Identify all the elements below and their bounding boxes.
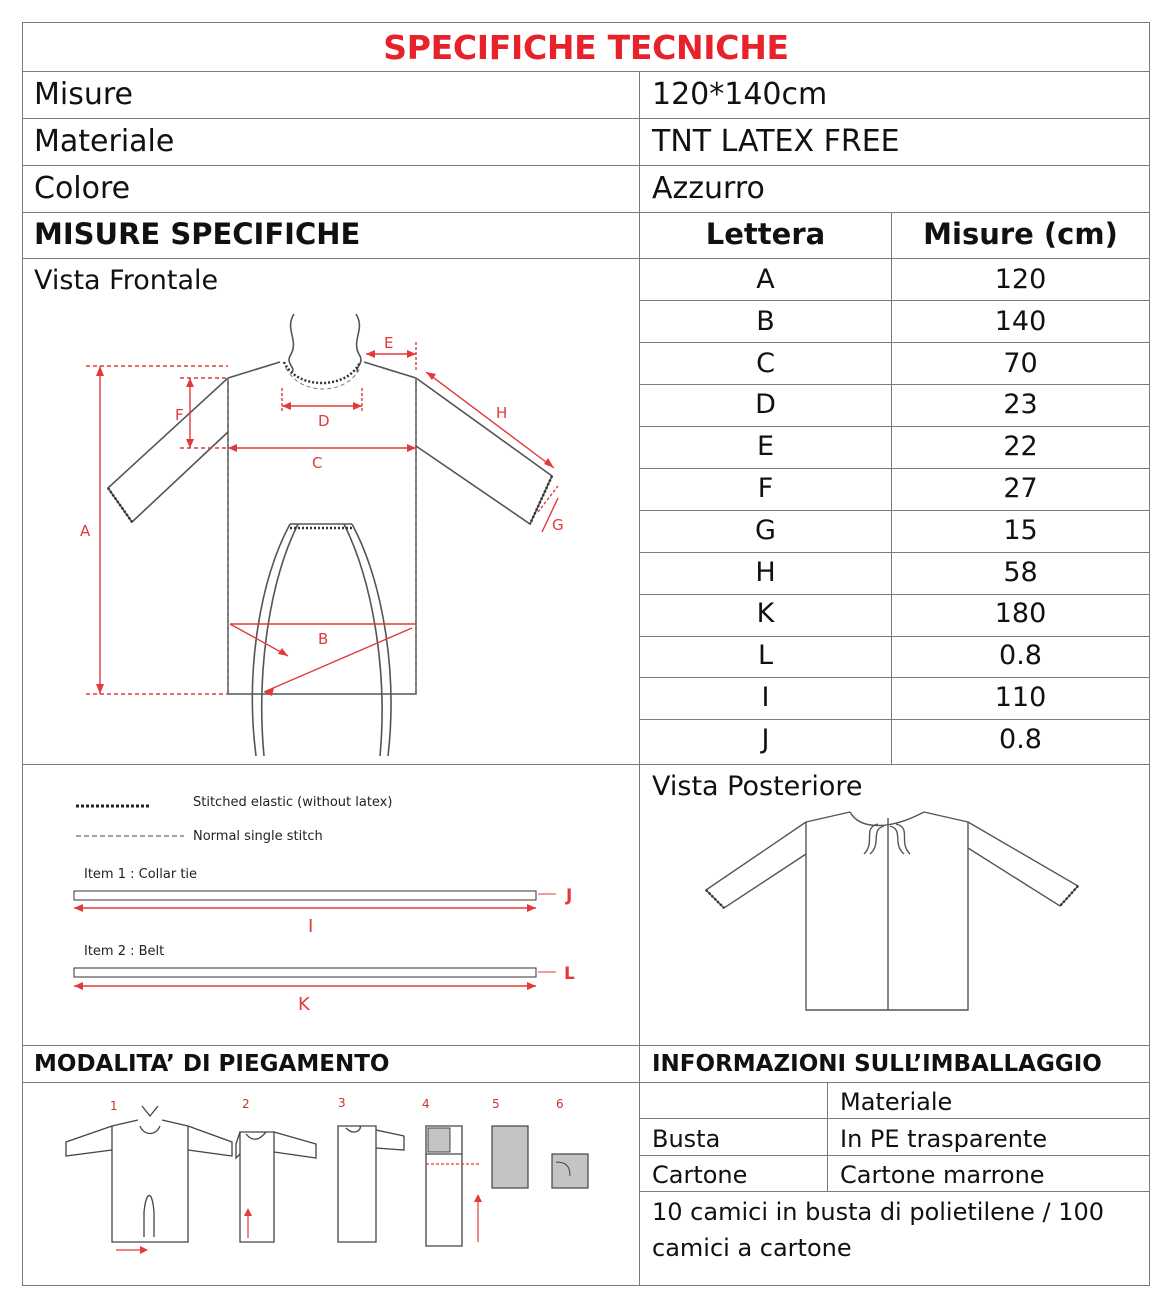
- packaging-note-line: camici a cartone: [652, 1234, 852, 1262]
- measure-value: 0.8: [999, 640, 1042, 671]
- measure-letter: I: [761, 682, 770, 713]
- measure-letter: D: [755, 389, 776, 420]
- grid-line: [22, 1045, 1150, 1046]
- spec-label-material: Materiale: [34, 124, 175, 159]
- dimension-label: I: [308, 916, 314, 937]
- fold-step-number: 3: [338, 1096, 346, 1110]
- measure-letter: F: [757, 473, 774, 504]
- measure-letter: K: [756, 598, 775, 629]
- grid-line: [640, 384, 1150, 385]
- back-view-diagram: [700, 808, 1090, 1018]
- grid-line: [640, 719, 1150, 720]
- dimension-label: J: [566, 886, 573, 906]
- measure-letter: G: [755, 515, 776, 546]
- back-view-label: Vista Posteriore: [652, 771, 863, 802]
- fold-step-number: 1: [110, 1099, 118, 1113]
- measure-letter: H: [755, 557, 776, 588]
- grid-line: [22, 1285, 1150, 1286]
- grid-line: [22, 258, 1150, 259]
- grid-line: [22, 118, 1150, 119]
- column-header-size: Misure (cm): [923, 217, 1118, 251]
- spec-value-color: Azzurro: [652, 171, 765, 206]
- grid-line: [640, 1155, 1150, 1156]
- dimension-label: G: [552, 516, 564, 534]
- spec-value-material: TNT LATEX FREE: [652, 124, 900, 159]
- measure-value: 120: [994, 264, 1047, 295]
- folding-header: MODALITA’ DI PIEGAMENTO: [34, 1051, 390, 1077]
- measure-value: 180: [994, 598, 1047, 629]
- grid-line: [639, 71, 640, 1286]
- measure-letter: E: [756, 431, 775, 462]
- packaging-column-header: Materiale: [840, 1088, 953, 1116]
- item1-label: Item 1 : Collar tie: [84, 867, 198, 882]
- grid-line: [640, 1118, 1150, 1119]
- dimension-label: L: [564, 964, 575, 984]
- dimension-label: A: [80, 522, 91, 540]
- grid-line: [640, 468, 1150, 469]
- measure-letter: B: [756, 306, 775, 337]
- spec-value-size: 120*140cm: [652, 77, 828, 112]
- grid-line: [640, 300, 1150, 301]
- measure-value: 22: [1003, 431, 1038, 462]
- item2-label: Item 2 : Belt: [84, 944, 165, 959]
- packaging-value-bag: In PE trasparente: [840, 1125, 1048, 1153]
- grid-line: [22, 1082, 1150, 1083]
- measure-letter: C: [756, 348, 775, 379]
- grid-line: [22, 22, 1150, 23]
- dimension-label: C: [312, 454, 323, 472]
- grid-line: [1149, 22, 1150, 1286]
- measure-value: 15: [1003, 515, 1038, 546]
- front-view-diagram: [60, 300, 620, 760]
- measure-value: 110: [994, 682, 1047, 713]
- measure-value: 23: [1003, 389, 1038, 420]
- spec-label-size: Misure: [34, 77, 133, 112]
- legend-stitched-label: Stitched elastic (without latex): [193, 795, 393, 810]
- page-title: SPECIFICHE TECNICHE: [383, 28, 789, 67]
- fold-step-number: 4: [422, 1097, 430, 1111]
- dimension-label: F: [175, 406, 184, 424]
- fold-step-number: 2: [242, 1097, 250, 1111]
- dimension-label: E: [384, 334, 394, 352]
- grid-line: [22, 212, 1150, 213]
- measure-value: 70: [1003, 348, 1038, 379]
- packaging-header: INFORMAZIONI SULL’IMBALLAGGIO: [652, 1051, 1102, 1077]
- grid-line: [640, 677, 1150, 678]
- grid-line: [640, 510, 1150, 511]
- legend-normal-label: Normal single stitch: [193, 829, 323, 844]
- grid-line: [640, 636, 1150, 637]
- packaging-label-bag: Busta: [652, 1125, 721, 1153]
- fold-step-number: 6: [556, 1097, 564, 1111]
- spec-label-color: Colore: [34, 171, 131, 206]
- dimension-label: H: [496, 404, 508, 422]
- packaging-note-line: 10 camici in busta di polietilene / 100: [652, 1198, 1105, 1226]
- measure-letter: J: [761, 724, 770, 755]
- grid-line: [22, 71, 1150, 72]
- front-view-label: Vista Frontale: [34, 265, 219, 296]
- measure-letter: L: [757, 640, 774, 671]
- dimension-label: K: [298, 994, 310, 1015]
- grid-line: [22, 165, 1150, 166]
- section-title-measures: MISURE SPECIFICHE: [34, 217, 361, 251]
- measure-value: 27: [1003, 473, 1038, 504]
- grid-line: [640, 552, 1150, 553]
- column-header-letter: Lettera: [705, 217, 826, 251]
- dimension-label: D: [318, 412, 330, 430]
- fold-step-number: 5: [492, 1097, 500, 1111]
- grid-line: [640, 426, 1150, 427]
- measure-value: 0.8: [999, 724, 1042, 755]
- items-legend-diagram: [60, 780, 620, 1030]
- grid-line: [640, 594, 1150, 595]
- dimension-label: B: [318, 630, 329, 648]
- measure-value: 140: [994, 306, 1047, 337]
- measure-letter: A: [756, 264, 775, 295]
- grid-line: [640, 1191, 1150, 1192]
- grid-line: [827, 1082, 828, 1191]
- folding-steps-diagram: [60, 1092, 620, 1262]
- measure-value: 58: [1003, 557, 1038, 588]
- packaging-value-box: Cartone marrone: [840, 1161, 1045, 1189]
- grid-line: [640, 342, 1150, 343]
- packaging-label-box: Cartone: [652, 1161, 748, 1189]
- grid-line: [22, 764, 1150, 765]
- grid-line: [22, 22, 23, 1286]
